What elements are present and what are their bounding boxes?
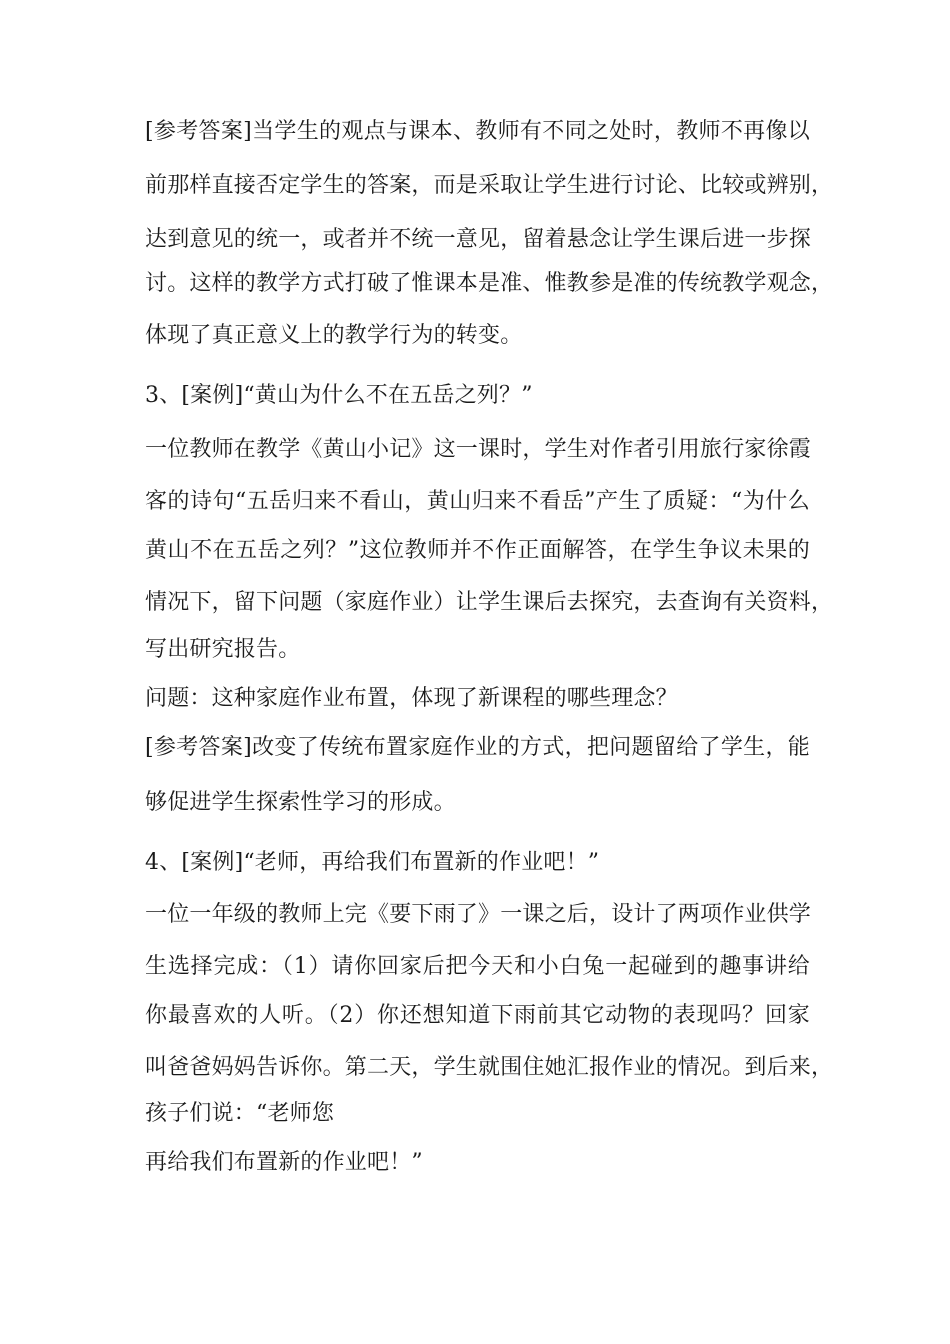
answer-1-line-5: 体现了真正意义上的教学行为的转变。 (145, 323, 523, 348)
case-3-heading: 3、[案例]“黄山为什么不在五岳之列？” (145, 383, 533, 408)
case-4-heading: 4、[案例]“老师，再给我们布置新的作业吧！” (145, 850, 600, 875)
question-3: 问题：这种家庭作业布置，体现了新课程的哪些理念？ (145, 686, 678, 711)
answer-1-line-3: 达到意见的统一，或者并不统一意见，留着悬念让学生课后进一步探 (145, 227, 812, 252)
answer-3-line-2: 够促进学生探索性学习的形成。 (145, 790, 456, 815)
answer-1-line-1: [参考答案]当学生的观点与课本、教师有不同之处时，教师不再像以 (145, 119, 810, 144)
case-4-line-4: 叫爸爸妈妈告诉你。第二天，学生就围住她汇报作业的情况。到后来， (145, 1055, 834, 1080)
case-3-line-2: 客的诗句“五岳归来不看山，黄山归来不看岳”产生了质疑：“为什么 (145, 489, 810, 514)
case-4-line-1: 一位一年级的教师上完《要下雨了》一课之后，设计了两项作业供学 (145, 902, 812, 927)
case-3-line-1: 一位教师在教学《黄山小记》这一课时，学生对作者引用旅行家徐霞 (145, 437, 812, 462)
case-4-line-5: 孩子们说：“老师您 (145, 1101, 335, 1126)
case-4-line-3: 你最喜欢的人听。（2）你还想知道下雨前其它动物的表现吗？回家 (145, 1003, 810, 1028)
case-3-line-5: 写出研究报告。 (145, 637, 301, 662)
answer-1-line-4: 讨。这样的教学方式打破了惟课本是准、惟教参是准的传统教学观念， (145, 271, 834, 296)
case-4-line-6: 再给我们布置新的作业吧！” (145, 1150, 423, 1175)
case-3-line-3: 黄山不在五岳之列？”这位教师并不作正面解答，在学生争议未果的 (145, 538, 810, 563)
answer-3-line-1: [参考答案]改变了传统布置家庭作业的方式，把问题留给了学生，能 (145, 735, 810, 760)
case-3-line-4: 情况下，留下问题（家庭作业）让学生课后去探究，去查询有关资料， (145, 590, 834, 615)
answer-1-line-2: 前那样直接否定学生的答案，而是采取让学生进行讨论、比较或辨别， (145, 173, 834, 198)
case-4-line-2: 生选择完成：（1）请你回家后把今天和小白兔一起碰到的趣事讲给 (145, 954, 810, 979)
